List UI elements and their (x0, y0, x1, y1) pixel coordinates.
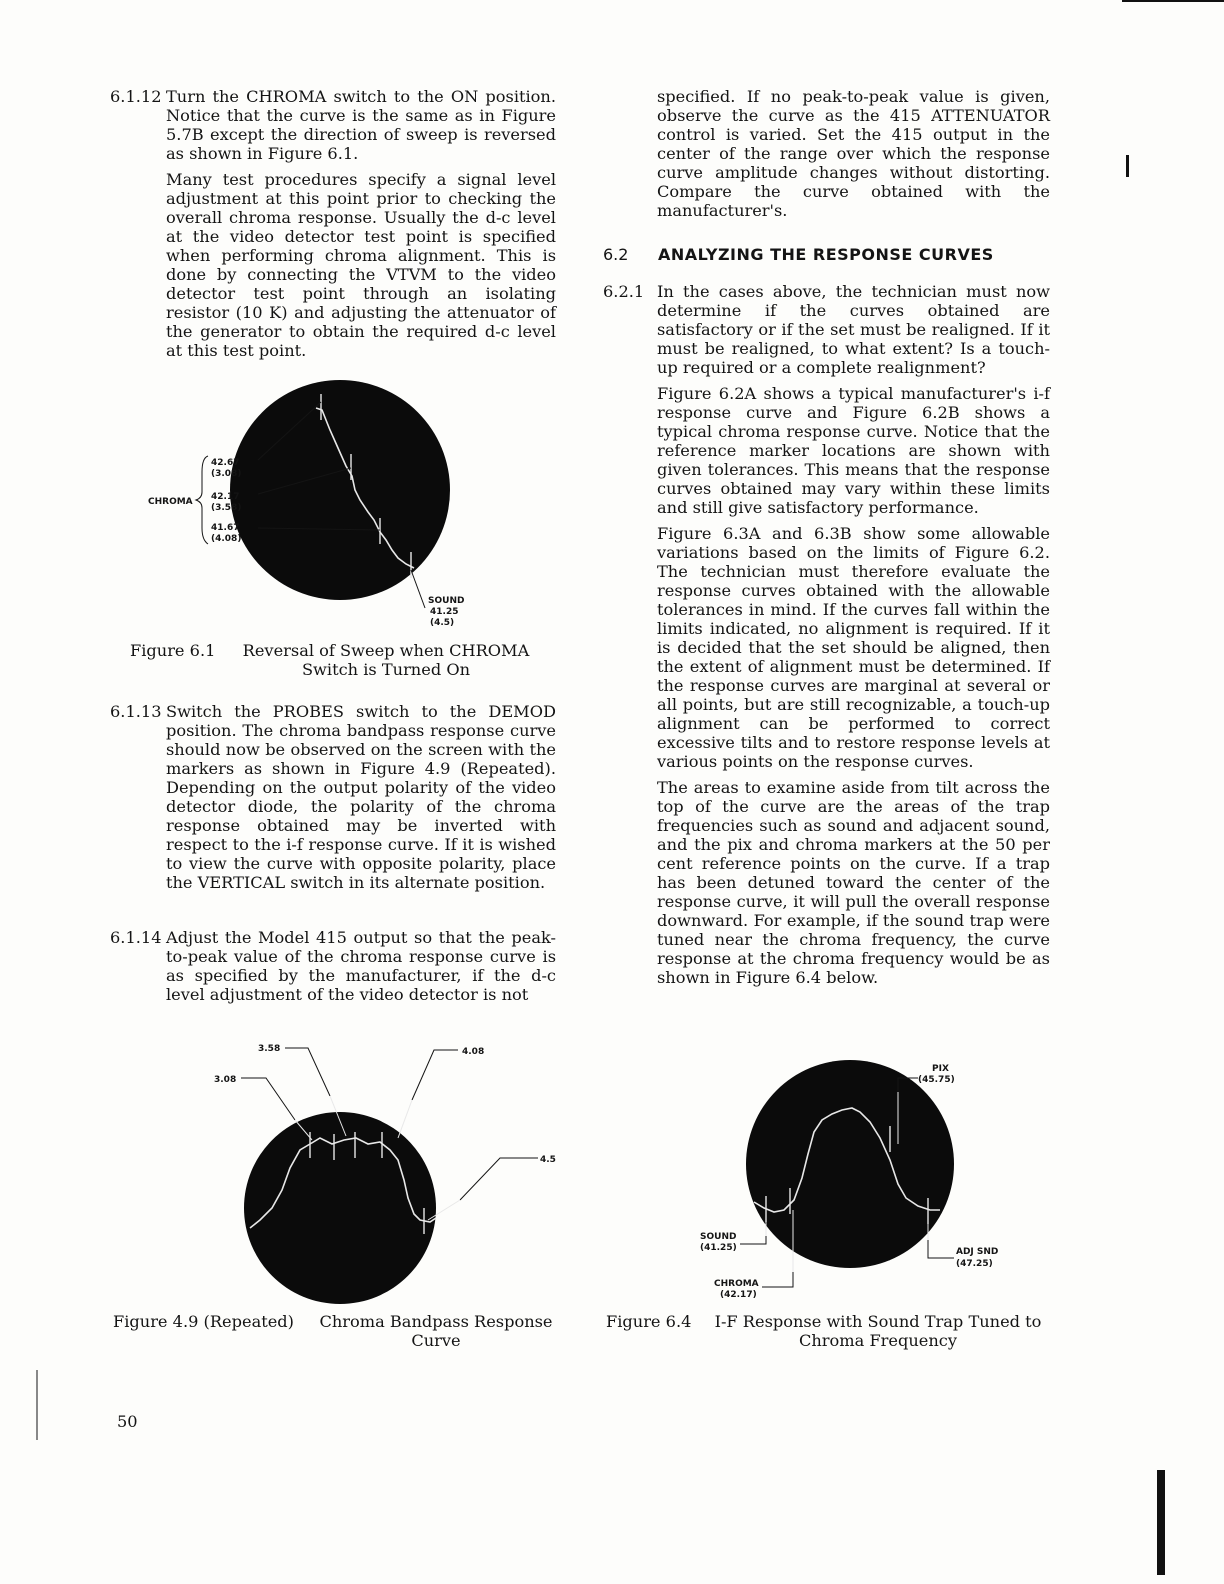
figure-6-4 (690, 1060, 1010, 1305)
page-number: 50 (117, 1412, 138, 1431)
scan-mark (1157, 1470, 1165, 1575)
marker-label: 41.67 (211, 523, 240, 533)
scan-mark (1122, 0, 1224, 2)
marker-label: (4.08) (211, 534, 242, 544)
scope-screen (230, 380, 450, 600)
section-6-2-1 (657, 282, 1050, 987)
marker-label: 42.17 (211, 492, 240, 502)
paragraph: Switch the PROBES switch to the DEMOD position. The chroma bandpass response curve should now be observed on the screen with the markers as shown in Figure 4.9 (Repeated). Depending on the output polarity of the video detector diode, the polarity of the chroma response obtained may be inverted with respect to the i-f response curve. If it is wished to view the curve with opposite polarity, place the VERTICAL switch in its alternate position. (166, 702, 556, 892)
marker-label: 3.58 (258, 1044, 281, 1054)
sound-label: 41.25 (430, 607, 459, 617)
section-6-1-12 (166, 87, 556, 360)
section-6-1-13 (166, 702, 556, 892)
figure-4-9 (200, 1040, 560, 1305)
section-6-1-14 (166, 928, 556, 1004)
caption-label: Figure 6.4 (606, 1312, 692, 1331)
figure-6-4-caption (606, 1312, 1056, 1352)
figure-6-1 (140, 380, 470, 630)
marker-label: (3.08) (211, 469, 242, 479)
section-number: 6.1.12 (110, 87, 162, 106)
caption-label: Figure 4.9 (Repeated) (113, 1312, 294, 1331)
adj-snd-label: ADJ SND (956, 1247, 999, 1257)
section-heading: ANALYZING THE RESPONSE CURVES (658, 245, 994, 264)
caption-text: Chroma Frequency (799, 1331, 957, 1350)
marker-label: 4.5 (540, 1155, 556, 1165)
caption-text: Curve (411, 1331, 461, 1350)
marker-label: 4.08 (462, 1047, 485, 1057)
section-number: 6.2.1 (603, 282, 645, 301)
chroma-label: CHROMA (714, 1279, 759, 1289)
section-number: 6.1.13 (110, 702, 162, 721)
section-number: 6.2 (603, 245, 629, 264)
pix-label: PIX (932, 1064, 949, 1074)
figure-4-9-caption (113, 1312, 563, 1352)
adj-snd-label: (47.25) (956, 1259, 993, 1269)
sound-label: SOUND (428, 596, 465, 606)
chroma-label: (42.17) (720, 1290, 757, 1300)
paragraph: Figure 6.3A and 6.3B show some allowable variations based on the limits of Figure 6.2. The technician must therefore evaluate the response curves obtained with the allowable tolerances in mind. If the curves fall within the limits indicated, no alignment is required. If it is decided that the set should be aligned, then the extent of alignment must be determined. If the response curves are marginal at several or all points, but are still recognizable, a touch-up alignment can be performed to correct excessive tilts and to restore response levels at various points on the response curves. (657, 524, 1050, 771)
marker-label: 3.08 (214, 1075, 237, 1085)
figure-6-1-caption (130, 641, 560, 681)
caption-text: I-F Response with Sound Trap Tuned to (714, 1312, 1042, 1331)
sound-label: SOUND (700, 1232, 737, 1242)
section-number: 6.1.14 (110, 928, 162, 947)
caption-text: Reversal of Sweep when CHROMA (242, 641, 530, 660)
caption-text: Switch is Turned On (301, 660, 471, 679)
pix-label: (45.75) (918, 1075, 955, 1085)
paragraph: Figure 6.2A shows a typical manufacturer's i-f response curve and Figure 6.2B shows a typical chroma response curve. Notice that the reference marker locations are shown with given tolerances. This means that the response curves obtained may vary within these limits and still give satisfactory performance. (657, 384, 1050, 517)
paragraph: Adjust the Model 415 output so that the peak-to-peak value of the chroma response curve is as specified by the manufacturer, if the d-c level adjustment of the video detector is not (166, 928, 556, 1004)
scan-mark (1126, 155, 1129, 177)
paragraph: specified. If no peak-to-peak value is given, observe the curve as the 415 ATTENUATOR control is varied. Set the 415 output in the center of the range over which the response curve amplitude changes without distorting. Compare the curve obtained with the manufacturer's. (657, 87, 1050, 220)
paragraph: Turn the CHROMA switch to the ON position. Notice that the curve is the same as in Figure 5.7B except the direction of sweep is reversed as shown in Figure 6.1. (166, 87, 556, 163)
scope-screen (746, 1060, 954, 1268)
paragraph: In the cases above, the technician must now determine if the curves obtained are satisfactory or if the set must be realigned. If it must be realigned, to what extent? Is a touch-up required or a complete realignment? (657, 282, 1050, 377)
marker-label: (3.58) (211, 503, 242, 513)
sound-label: (41.25) (700, 1243, 737, 1253)
scan-mark (36, 1370, 38, 1440)
chroma-bracket-label: CHROMA (148, 497, 193, 507)
paragraph: Many test procedures specify a signal level adjustment at this point prior to checking the overall chroma response. Usually the d-c level at the video detector test point is specified when performing chroma alignment. This is done by connecting the VTVM to the video detector test point through an isolating resistor (10 K) and adjusting the attenuator of the generator to obtain the required d-c level at this test point. (166, 170, 556, 360)
caption-text: Chroma Bandpass Response (319, 1312, 553, 1331)
paragraph: The areas to examine aside from tilt across the top of the curve are the areas of the trap frequencies such as sound and adjacent sound, and the pix and chroma markers at the 50 per cent reference points on the curve. If a trap has been detuned toward the center of the response curve, it will pull the overall response downward. For example, if the sound trap were tuned near the chroma frequency, the curve response at the chroma frequency would be as shown in Figure 6.4 below. (657, 778, 1050, 987)
sound-label: (4.5) (430, 618, 455, 628)
marker-label: 42.67 (211, 458, 240, 468)
caption-label: Figure 6.1 (130, 641, 216, 660)
continuation-text (657, 87, 1050, 220)
